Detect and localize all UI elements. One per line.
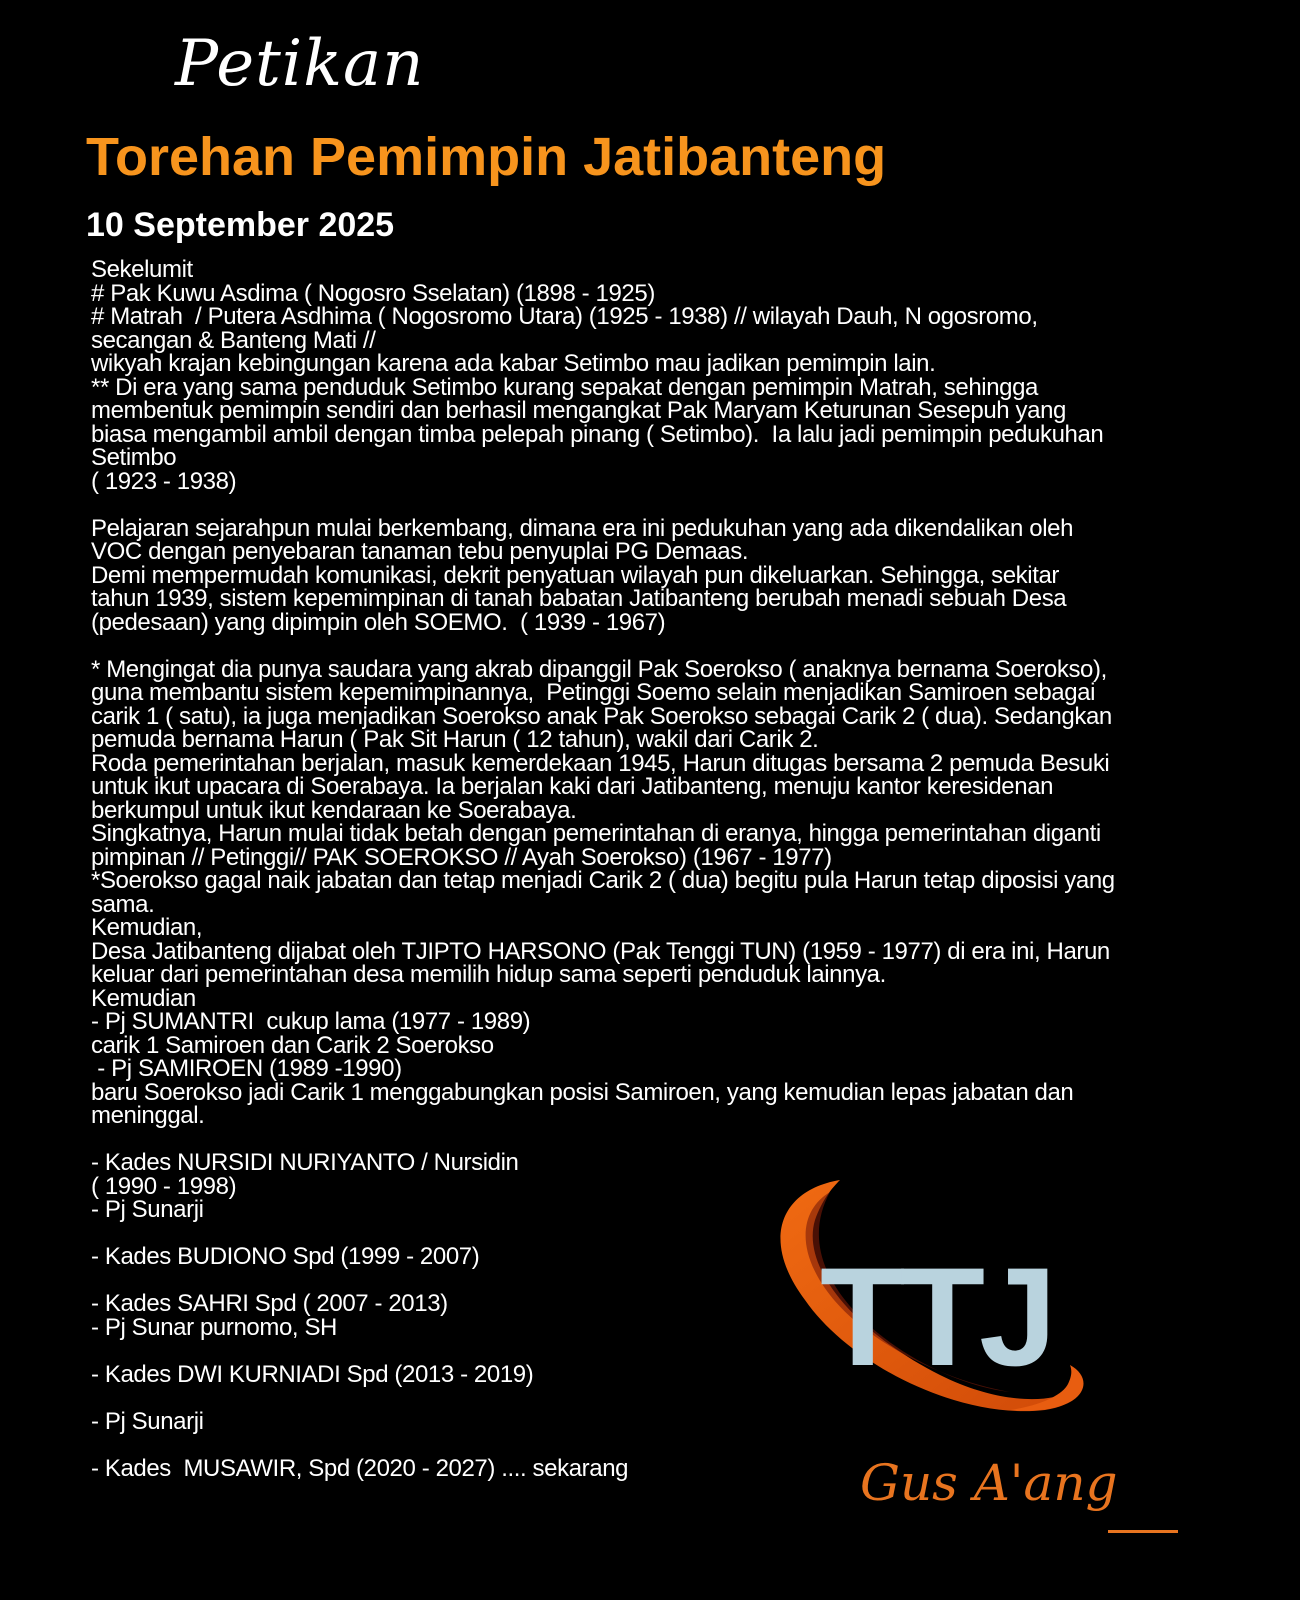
signature-text: Gus A'ang (860, 1454, 1118, 1512)
signature-underline (1108, 1530, 1178, 1533)
page-title: Torehan Pemimpin Jatibanteng (86, 127, 887, 187)
kicker-text: Petikan (175, 27, 425, 101)
history-text: Sekelumit # Pak Kuwu Asdima ( Nogosro Sselatan) (1898 - 1925) # Matrah / Putera Asdhima ( Nogosromo Utara) (1925 - 1938) // wilayah Dauh, N ogosromo, secangan & Banteng Mati // wikyah krajan kebingungan karena ada kabar Setimbo mau jadikan pemimpin lain. ** Di era yang sama penduduk Setimbo kurang sepakat dengan pemimpin Matrah, sehingga membentuk pemimpin sendiri dan berhasil mengangkat Pak Maryam Keturunan Sesepuh yang biasa mengambil ambil dengan timba pelepah pinang ( Setimbo). Ia lalu jadi pemimpin pedukuhan Setimbo ( 1923 - 1938) Pelajaran sejarahpun mulai berkembang, dimana era ini pedukuhan yang ada dikendalikan oleh VOC dengan penyebaran tanaman tebu penyuplai PG Demaas. Demi mempermudah komunikasi, dekrit penyatuan wilayah pun dikeluarkan. Sehingga, sekitar tahun 1939, sistem kepemimpinan di tanah babatan Jatibanteng berubah menadi sebuah Desa (pedesaan) yang dipimpin oleh SOEMO. ( 1939 - 1967) * Mengingat dia punya saudara yang akrab dipanggil Pak Soerokso ( anaknya bernama Soerokso), guna membantu sistem kepemimpinannya, Petinggi Soemo selain menjadikan Samiroen sebagai carik 1 ( satu), ia juga menjadikan Soerokso anak Pak Soerokso sebagai Carik 2 ( dua). Sedangkan pemuda bernama Harun ( Pak Sit Harun ( 12 tahun), wakil dari Carik 2. Roda pemerintahan berjalan, masuk kemerdekaan 1945, Harun ditugas bersama 2 pemuda Besuki untuk ikut upacara di Soerabaya. Ia berjalan kaki dari Jatibanteng, menuju kantor keresidenan berkumpul untuk ikut kendaraan ke Soerabaya. Singkatnya, Harun mulai tidak betah dengan pemerintahan di eranya, hingga pemerintahan diganti pimpinan // Petinggi// PAK SOEROKSO // Ayah Soerokso) (1967 - 1977) *Soerokso gagal naik jabatan dan tetap menjadi Carik 2 ( dua) begitu pula Harun tetap diposisi yang sama. Kemudian, Desa Jatibanteng dijabat oleh TJIPTO HARSONO (Pak Tenggi TUN) (1959 - 1977) di era ini, Harun keluar dari pemerintahan desa memilih hidup sama seperti penduduk lainnya. Kemudian - Pj SUMANTRI cukup lama (1977 - 1989) carik 1 Samiroen dan Carik 2 Soerokso - Pj SAMIROEN (1989 -1990) baru Soerokso jadi Carik 1 menggabungkan posisi Samiroen, yang kemudian lepas jabatan dan meninggal. - Kades NURSIDI NURIYANTO / Nursidin ( 1990 - 1998) - Pj Sunarji - Kades BUDIONO Spd (1999 - 2007) - Kades SAHRI Spd ( 2007 - 2013) - Pj Sunar purnomo, SH - Kades DWI KURNIADI Spd (2013 - 2019) - Pj Sunarji - Kades MUSAWIR, Spd (2020 - 2027) .... sekarang (91, 256, 1115, 1482)
date-text: 10 September 2025 (86, 206, 395, 244)
logo-letters: TTJ (820, 1238, 1051, 1395)
ttj-logo (770, 1170, 1110, 1450)
